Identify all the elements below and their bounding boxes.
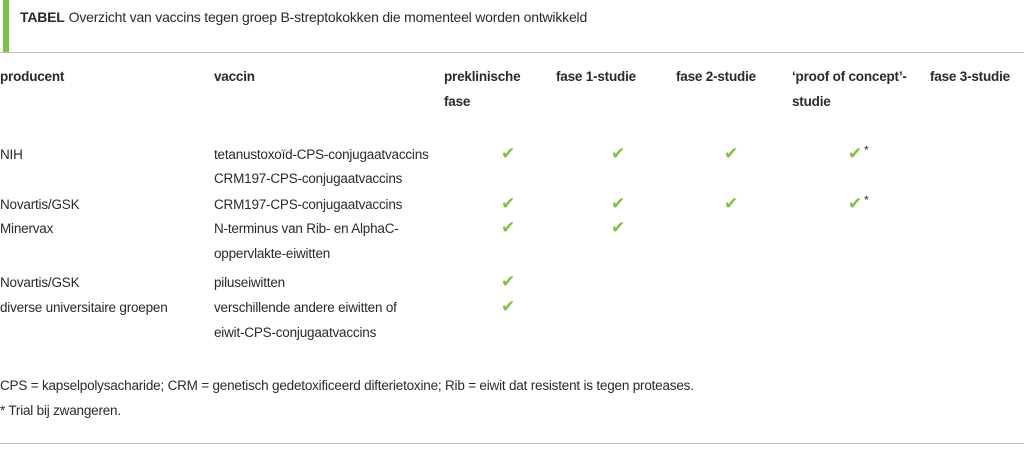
row2-poc-footnote-marker: *	[864, 193, 869, 207]
row1-vaccin-line1: tetanustoxoïd-CPS-conjugaatvaccins	[214, 147, 429, 162]
row4-vaccin-line1: piluseiwitten	[214, 275, 285, 290]
row1-phase2-check-icon: ✔	[724, 144, 739, 163]
header-preclinical: preklinische fase	[444, 69, 521, 109]
row1-vaccin-line2: CRM197-CPS-conjugaatvaccins	[214, 171, 403, 186]
row1-preclinical-check-icon: ✔	[501, 144, 516, 163]
row2-poc-check-icon: ✔	[848, 194, 863, 213]
row1-phase1-check-icon: ✔	[611, 144, 626, 163]
row2-preclinical-check-icon: ✔	[501, 194, 516, 213]
row3-phase1-check-icon: ✔	[611, 218, 626, 237]
row2-phase1-check-icon: ✔	[611, 194, 626, 213]
header-phase3: fase 3-studie	[930, 69, 1010, 84]
row2-phase2-check-icon: ✔	[724, 194, 739, 213]
header-vaccin: vaccin	[214, 69, 255, 84]
caption-text	[20, 9, 587, 25]
row5-vaccin-line2: eiwit-CPS-conjugaatvaccins	[214, 325, 377, 340]
header-phase2: fase 2-studie	[676, 69, 756, 84]
row3-vaccin-line1: N-terminus van Rib- en AlphaC-	[214, 221, 399, 236]
row5-preclinical-check-icon: ✔	[501, 297, 516, 316]
header-producent: producent	[0, 69, 65, 84]
table-caption	[0, 0, 1024, 44]
footnote-asterisk: * Trial bij zwangeren.	[0, 403, 121, 418]
caption-accent-bar	[3, 0, 9, 52]
bottom-rule	[0, 443, 1024, 444]
header-poc: ‘proof of concept’-studie	[792, 69, 907, 109]
caption-tag: TABEL	[20, 9, 65, 25]
row3-producent: Minervax	[0, 221, 54, 236]
row1-producent: NIH	[0, 147, 23, 162]
row4-producent: Novartis/GSK	[0, 275, 80, 290]
row2-vaccin-line1: CRM197-CPS-conjugaatvaccins	[214, 197, 403, 212]
row4-preclinical-check-icon: ✔	[501, 272, 516, 291]
row3-preclinical-check-icon: ✔	[501, 218, 516, 237]
caption-title: Overzicht van vaccins tegen groep B-streptokokken die momenteel worden ontwikkeld	[68, 9, 588, 25]
row1-poc-check-icon: ✔	[848, 144, 863, 163]
row5-producent: diverse universitaire groepen	[0, 300, 168, 315]
header-phase1: fase 1-studie	[556, 69, 636, 84]
row1-poc-footnote-marker: *	[864, 143, 869, 157]
row5-vaccin-line1: verschillende andere eiwitten of	[214, 300, 397, 315]
footnote-abbreviations: CPS = kapselpolysacharide; CRM = genetisch gedetoxificeerd difterietoxine; Rib = eiwit dat resistent is tegen proteases.	[0, 378, 694, 393]
row3-vaccin-line2: oppervlakte-eiwitten	[214, 246, 331, 261]
top-rule	[0, 52, 1024, 53]
row2-producent: Novartis/GSK	[0, 197, 80, 212]
